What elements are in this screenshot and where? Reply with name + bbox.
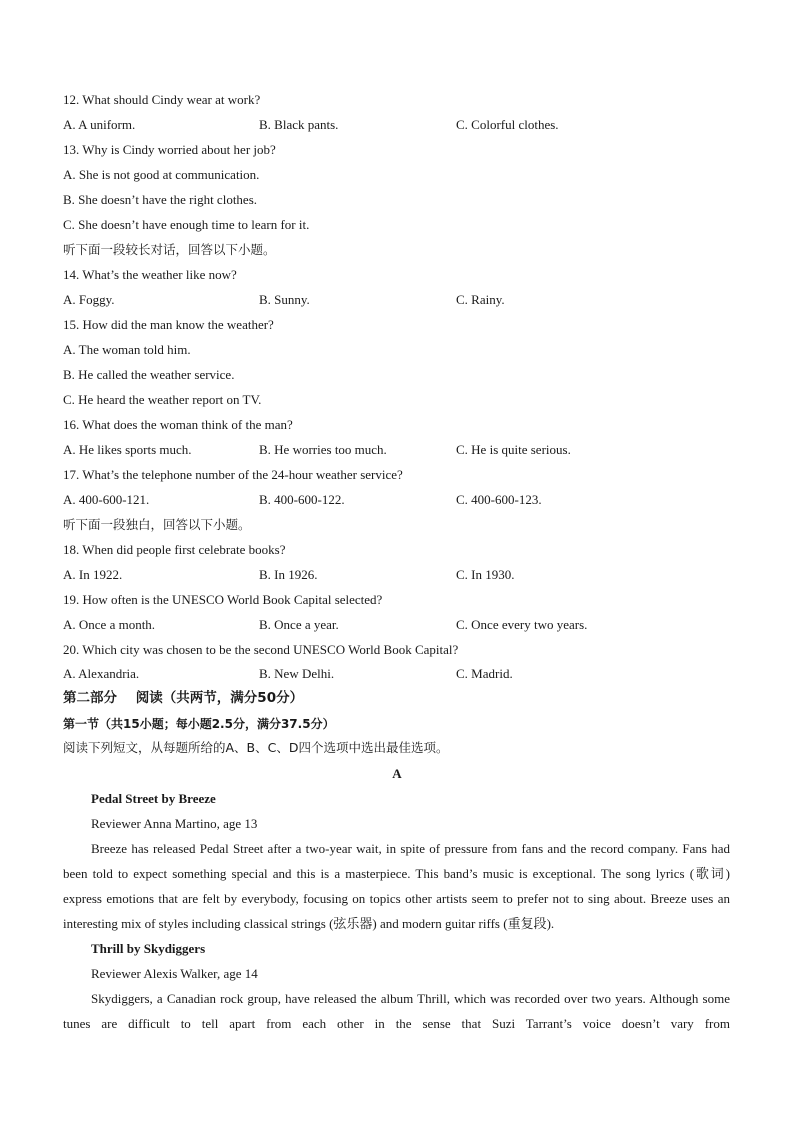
passage-label: A [392,766,402,781]
option-15a: A. The woman told him. [63,342,191,357]
option-13c: C. She doesn’t have enough time to learn for it. [63,217,310,232]
review1-reviewer: Reviewer Anna Martino, age 13 [91,816,258,831]
option-19c: C. Once every two years. [456,617,588,632]
review2-body: Skydiggers, a Canadian rock group, have released the album Thrill, which was recorded over two years. Although some tunes are difficult to tell apart from each other in the sense that Suzi Tarrant’s voice doesn’t vary from [63,991,730,1031]
question-13: 13. Why is Cindy worried about her job? [63,142,276,157]
review2-title: Thrill by Skydiggers [91,941,206,956]
question-19: 19. How often is the UNESCO World Book Capital selected? [63,592,383,607]
option-17b: B. 400-600-122. [259,492,345,507]
instruction-monologue: 听下面一段独白，回答以下小题。 [63,517,251,532]
option-20c: C. Madrid. [456,666,513,681]
option-20a: A. Alexandria. [63,666,140,681]
part2-title: 第二部分 阅读（共两节，满分50分） [63,690,304,706]
section1-heading: 第一节（共15小题；每小题2.5分，满分37.5分） [63,717,335,731]
option-16b: B. He worries too much. [259,442,387,457]
option-16a: A. He likes sports much. [63,442,192,457]
option-14c: C. Rainy. [456,292,505,307]
option-16c: C. He is quite serious. [456,442,571,457]
review1-body: Breeze has released Pedal Street after a two-year wait, in spite of pressure from fans and the record company. Fans had been told to expect something special and this is a masterpiece. This band’s music is exceptional. The song lyrics (歌词) express emotions that are felt by everybody, focusing on topics other artists seem to prefer not to sing about. Breeze uses an interesting mix of styles including classical strings (弦乐器) and modern guitar riffs (重复段). [63,841,730,931]
option-17a: A. 400-600-121. [63,492,150,507]
instruction-long-dialogue: 听下面一段较长对话，回答以下小题。 [63,242,276,257]
option-13a: A. She is not good at communication. [63,167,260,182]
question-17: 17. What’s the telephone number of the 24-hour weather service? [63,467,403,482]
question-18: 18. When did people first celebrate books? [63,542,286,557]
review1-title: Pedal Street by Breeze [91,791,216,806]
option-17c: C. 400-600-123. [456,492,542,507]
option-15b: B. He called the weather service. [63,367,235,382]
option-12a: A. A uniform. [63,117,136,132]
question-15: 15. How did the man know the weather? [63,317,274,332]
review2-reviewer: Reviewer Alexis Walker, age 14 [91,966,258,981]
reading-directions: 阅读下列短文，从每题所给的A、B、C、D四个选项中选出最佳选项。 [63,740,449,755]
option-18c: C. In 1930. [456,567,515,582]
option-18a: A. In 1922. [63,567,123,582]
option-13b: B. She doesn’t have the right clothes. [63,192,258,207]
option-19b: B. Once a year. [259,617,339,632]
option-18b: B. In 1926. [259,567,318,582]
option-19a: A. Once a month. [63,617,156,632]
option-20b: B. New Delhi. [259,666,335,681]
option-12c: C. Colorful clothes. [456,117,559,132]
option-14b: B. Sunny. [259,292,310,307]
option-15c: C. He heard the weather report on TV. [63,392,262,407]
question-14: 14. What’s the weather like now? [63,267,237,282]
question-20: 20. Which city was chosen to be the second UNESCO World Book Capital? [63,642,459,657]
question-12: 12. What should Cindy wear at work? [63,92,261,107]
question-16: 16. What does the woman think of the man? [63,417,293,432]
option-14a: A. Foggy. [63,292,115,307]
option-12b: B. Black pants. [259,117,339,132]
